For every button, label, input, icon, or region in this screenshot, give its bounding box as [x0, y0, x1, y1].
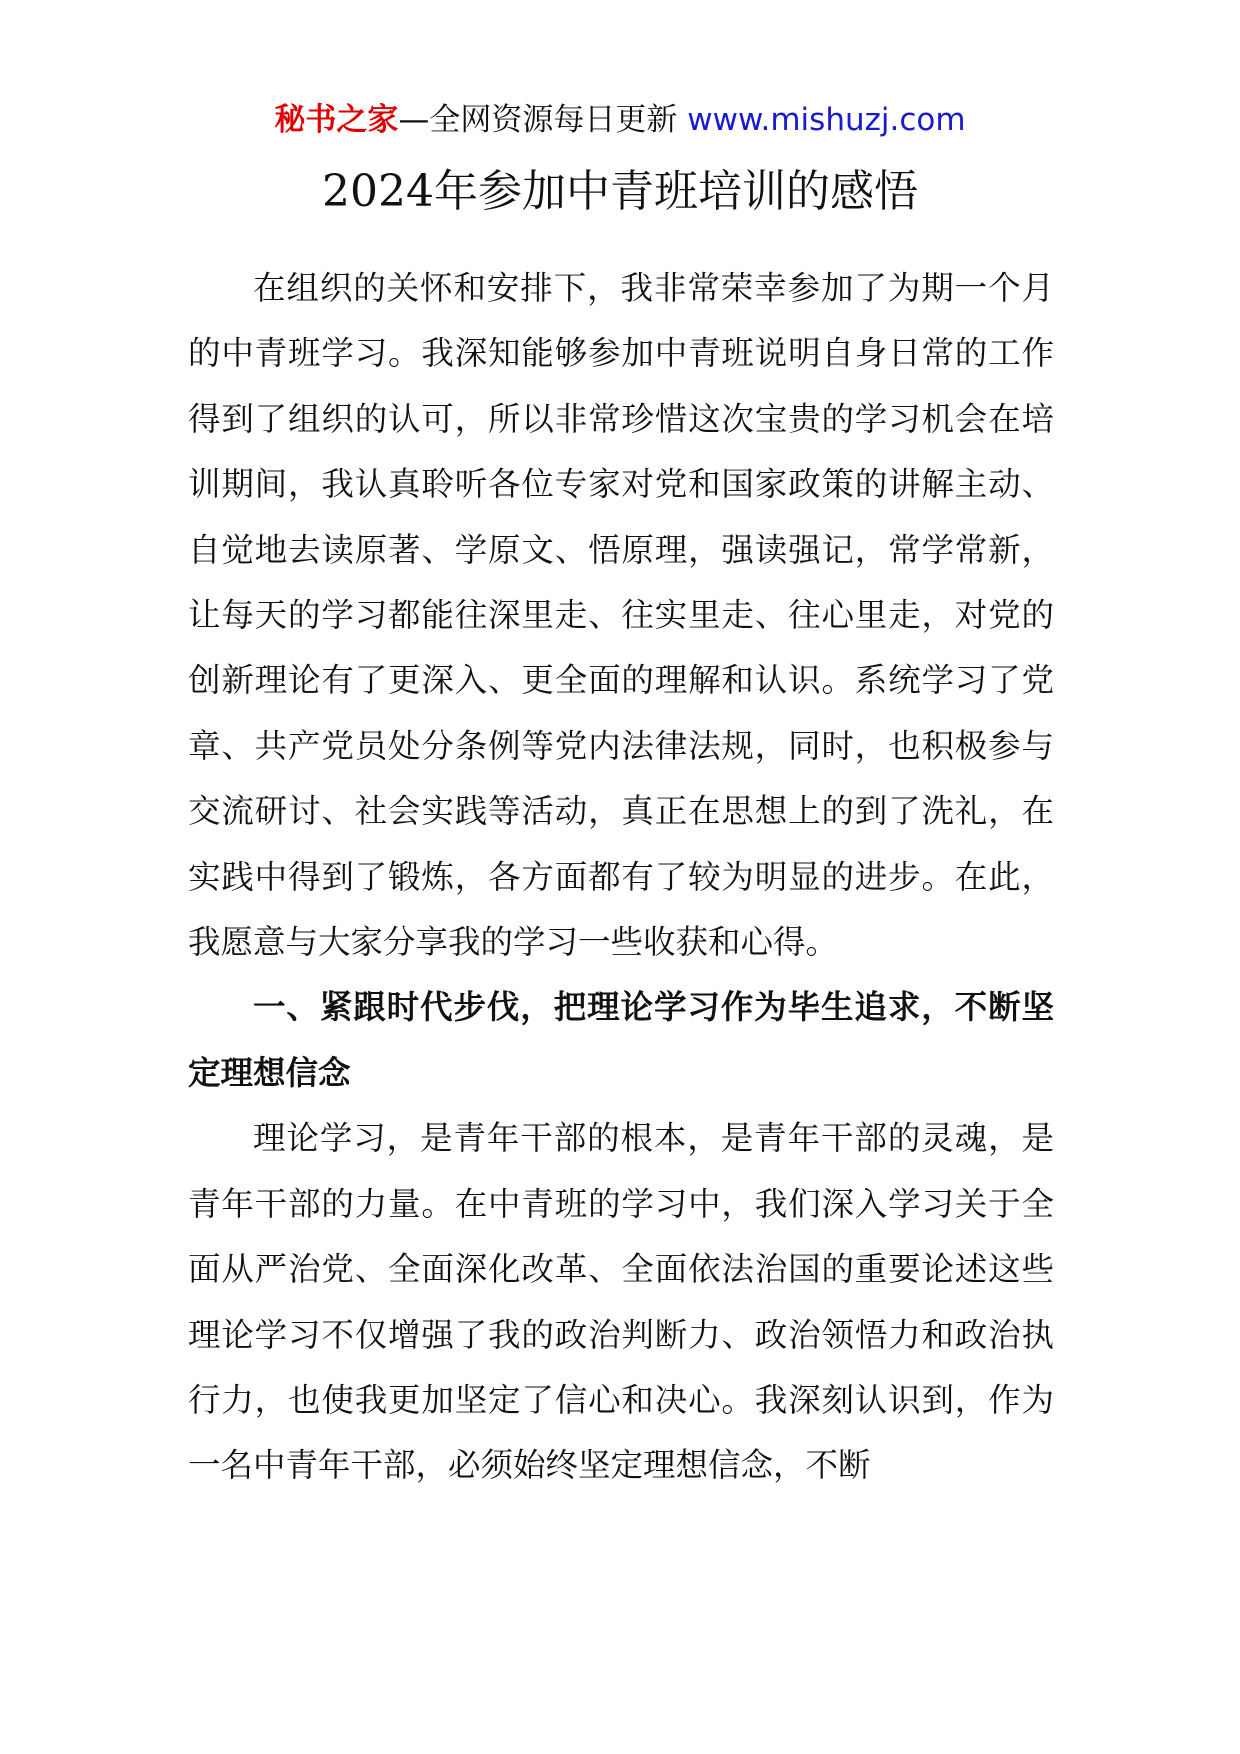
section-paragraph-1: 理论学习，是青年干部的根本，是青年干部的灵魂，是青年干部的力量。在中青班的学习中，我们深入学习关于全面从严治党、全面深化改革、全面依法治国的重要论述这些理论学习不仅增强了我的政治判断力、政治领悟力和政治执行力，也使我更加坚定了信心和决心。我深刻认识到，作为一名中青年干部，必须始终坚定理想信念，不断 [188, 1119, 1054, 1485]
title-text: 年参加中青班培训的感悟 [433, 166, 918, 217]
intro-paragraph: 在组织的关怀和安排下，我非常荣幸参加了为期一个月的中青班学习。我深知能够参加中青班说明自身日常的工作得到了组织的认可，所以非常珍惜这次宝贵的学习机会在培训期间，我认真聆听各位专家对党和国家政策的讲解主动、自觉地去读原著、学原文、悟原理，强读强记，常学常新，让每天的学习都能往深里走、往实里走、往心里走，对党的创新理论有了更深入、更全面的理解和认识。系统学习了党章、共产党员处分条例等党内法律法规，同时，也积极参与交流研讨、社会实践等活动，真正在思想上的到了洗礼，在实践中得到了锻炼，各方面都有了较为明显的进步。在此，我愿意与大家分享我的学习一些收获和心得。 [188, 269, 1054, 962]
title-year: 2024 [322, 166, 434, 217]
site-brand: 秘书之家 [274, 102, 399, 138]
site-url-link[interactable]: www.mishuzj.com [687, 102, 966, 138]
document-body [188, 256, 1054, 1499]
site-header [0, 100, 1240, 140]
document-title [0, 164, 1240, 220]
section-heading-1: 一、紧跟时代步伐，把理论学习作为毕生追求，不断坚定理想信念 [188, 988, 1054, 1092]
site-slogan: —全网资源每日更新 [398, 102, 688, 138]
